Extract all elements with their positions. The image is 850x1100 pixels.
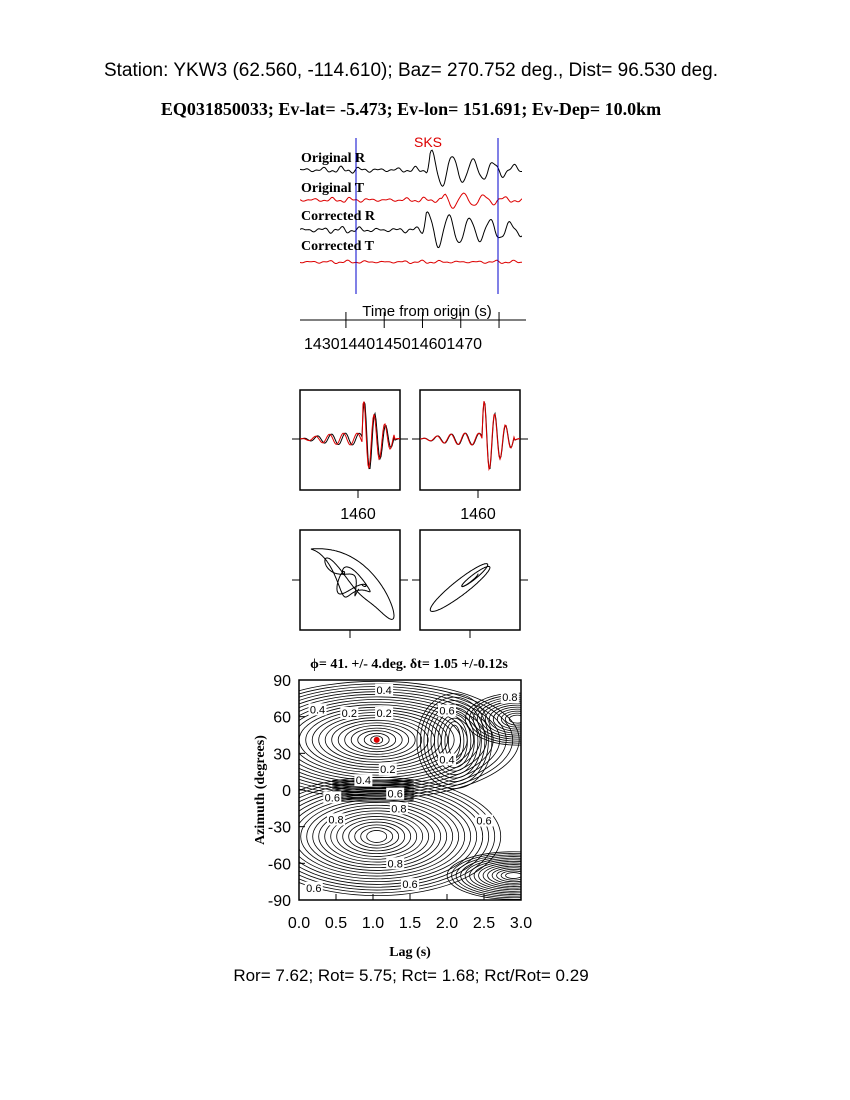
x-tick-label: 0.5 <box>324 915 348 932</box>
waveform-frame-after <box>420 390 520 490</box>
waveform-t <box>300 402 400 469</box>
contour-label: 0.4 <box>439 754 455 767</box>
waveform-panel-after <box>412 390 528 523</box>
y-tick-label: 60 <box>273 709 291 727</box>
waveform-t <box>420 401 520 469</box>
contour-label: 0.4 <box>355 775 372 788</box>
time-tick-labels: 14301440145014601470 <box>304 336 482 353</box>
trace-corrected-t <box>300 260 522 263</box>
contour-max-lower <box>295 797 459 876</box>
waveform-traces-before <box>300 402 400 469</box>
x-tick-label: 1.5 <box>398 915 422 932</box>
x-tick-label: 3.0 <box>509 915 533 932</box>
y-tick-label: -60 <box>267 856 291 874</box>
grid-ylabel: Azimuth (degrees) <box>253 735 268 845</box>
particle-path-before <box>311 549 394 620</box>
waveform-frame-before <box>300 390 400 490</box>
contour-max-right-low <box>479 863 549 888</box>
contour-max-right-low <box>474 861 553 889</box>
trace-label-corrected-r: Corrected R <box>301 209 375 224</box>
event-header: EQ031850033; Ev-lat= -5.473; Ev-lon= 151.691; Ev-Dep= 10.0km <box>160 99 662 119</box>
contour-max-lower <box>349 822 405 851</box>
waveform-tick-label-before: 1460 <box>340 506 376 523</box>
energy-grid-panel <box>234 657 580 960</box>
contour-label: 0.8 <box>502 692 518 705</box>
waveform-tick-label-after: 1460 <box>460 506 496 523</box>
contour-max-right-low <box>492 868 535 884</box>
x-tick-label: 2.5 <box>472 915 496 932</box>
grid-title: ϕ= 41. +/- 4.deg. δt= 1.05 +/-0.12s <box>310 657 508 672</box>
contour-label: 0.6 <box>402 879 418 892</box>
contour-label: 0.6 <box>324 792 340 805</box>
trace-label-corrected-t: Corrected T <box>301 239 374 254</box>
contour-label: 0.2 <box>341 708 357 720</box>
waveform-r <box>300 402 400 469</box>
grid-xlabel: Lag (s) <box>389 945 431 960</box>
contour-label: 0.4 <box>309 704 326 717</box>
minimum-marker <box>374 737 380 743</box>
waveform-panel-before <box>292 390 408 523</box>
contour-label: 0.2 <box>380 764 396 777</box>
contour-max-right-low <box>461 857 567 895</box>
waveform-traces-after <box>420 401 520 469</box>
contour-max-lower <box>343 819 411 853</box>
contour-max-right-low <box>506 873 522 879</box>
y-tick-label: 30 <box>273 746 291 764</box>
x-tick-label: 1.0 <box>361 915 385 932</box>
contour-max-lower <box>355 825 399 848</box>
contour-label: 0.6 <box>439 705 455 718</box>
trace-label-original-r: Original R <box>301 151 366 166</box>
contour-label: 0.8 <box>387 858 403 871</box>
time-axis-label: Time from origin (s) <box>362 303 492 320</box>
waveform-r <box>420 402 520 469</box>
y-tick-label: -90 <box>267 893 291 910</box>
particle-path-linear <box>430 564 490 612</box>
contour-max-lower <box>283 788 471 881</box>
contour-label: 0.6 <box>476 815 492 828</box>
contour-max-right-low <box>465 858 562 893</box>
trace-label-original-t: Original T <box>301 181 365 196</box>
particle-path-after <box>430 564 490 612</box>
contour-label: 0.8 <box>391 803 407 816</box>
y-tick-label: 0 <box>282 783 291 800</box>
contour-max-lower <box>307 802 447 870</box>
contour-max-lower <box>367 830 387 842</box>
contour-max-right-low <box>447 852 580 900</box>
footer-stats: Ror= 7.62; Rot= 5.75; Rct= 1.68; Rct/Rot= 0.29 <box>233 966 589 985</box>
particle-motion-after <box>412 530 528 638</box>
contour-label: 0.8 <box>328 814 344 827</box>
particle-motion-before <box>292 530 408 638</box>
y-tick-label: -30 <box>267 819 291 837</box>
particle-frame-after <box>420 530 520 630</box>
particle-path-elliptical <box>311 549 394 620</box>
contour-label: 0.4 <box>376 684 392 697</box>
contour-max-right-high <box>509 715 525 723</box>
station-header: Station: YKW3 (62.560, -114.610); Baz= 270.752 deg., Dist= 96.530 deg. <box>103 60 719 81</box>
phase-label: SKS <box>413 134 443 150</box>
contour-label: 0.2 <box>376 708 392 720</box>
seismogram-panel <box>300 134 526 353</box>
x-tick-label: 2.0 <box>435 915 459 932</box>
contour-max-right-high <box>481 701 553 737</box>
contour-label: 0.6 <box>387 788 403 801</box>
contour-label: 0.6 <box>306 882 322 895</box>
x-tick-label: 0.0 <box>287 915 311 932</box>
contour-max-lower <box>289 794 465 879</box>
y-tick-label: 90 <box>273 673 291 690</box>
